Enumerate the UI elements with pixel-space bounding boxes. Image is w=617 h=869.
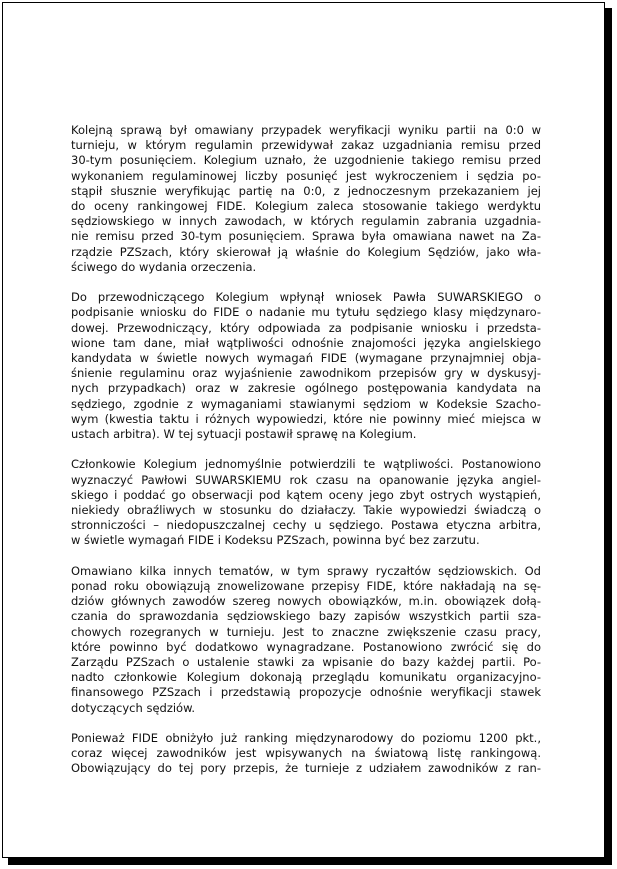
text-line: turnieju, w którym regulamin przewidywał zakaz uzgadniania remisu przed bbox=[71, 138, 541, 153]
text-line: wykonaniem regulaminowej liczby posunięć jest wykroczeniem i sędzia po- bbox=[71, 168, 541, 183]
text-line: podpisanie wniosku do FIDE o nadanie mu tytułu sędziego klasy międzynaro- bbox=[71, 305, 541, 320]
text-line: Omawiano kilka innych tematów, w tym sprawy ryczałtów sędziowskich. Od bbox=[71, 563, 541, 578]
text-line: nadto członkowie Kolegium dokonają przeglądu komunikatu organizacyjno- bbox=[71, 670, 541, 685]
text-line: finansowego PZSzach i przedstawią propozycje odnośnie weryfikacji stawek bbox=[71, 685, 541, 700]
text-line: Zarządu PZSzach o ustalenie stawki za wpisanie do bazy każdej partii. Po- bbox=[71, 655, 541, 670]
text-line: Kolejną sprawą był omawiany przypadek weryfikacji wyniku partii na 0:0 w bbox=[71, 123, 541, 137]
paragraph bbox=[71, 457, 541, 548]
text-line: Obowiązujący do tej pory przepis, że turnieje z udziałem zawodników z ran- bbox=[71, 761, 541, 776]
page-shadow-right bbox=[605, 8, 612, 865]
text-line: dotyczących sędziów. bbox=[71, 700, 196, 715]
text-line: nych przypadkach) oraz w zakresie ogólnego postępowania kandydata na bbox=[71, 381, 541, 396]
text-line: rządzie PZSzach, który skierował ją właśnie do Kolegium Sędziów, jako wła- bbox=[71, 244, 541, 259]
paragraph bbox=[71, 290, 541, 442]
text-line: kandydata w świetle nowych wymagań FIDE (wymagane przynajmniej obja- bbox=[71, 351, 541, 366]
paragraph bbox=[71, 731, 541, 777]
text-line: Członkowie Kolegium jednomyślnie potwierdzili te wątpliwości. Postanowiono bbox=[71, 457, 541, 472]
text-line: chowych rozegranych w turnieju. Jest to znaczne zwiększenie czasu pracy, bbox=[71, 624, 541, 639]
text-line: Ponieważ FIDE obniżyło już ranking międzynarodowy do poziomu 1200 pkt., bbox=[71, 731, 541, 746]
text-line: skiego i poddać go obserwacji pod kątem oceny jego zbyt ostrych wystąpień, bbox=[71, 487, 541, 502]
paragraph bbox=[71, 123, 541, 275]
page-shadow-bottom bbox=[8, 858, 612, 865]
text-line: które powinno być dodatkowo wynagradzane. Postanowiono zwrócić się do bbox=[71, 639, 541, 654]
text-line: 30-tym posunięciem. Kolegium uznało, że uzgodnienie takiego remisu przed bbox=[71, 153, 541, 168]
text-line: coraz więcej zawodników jest wpisywanych na światową listę rankingową. bbox=[71, 746, 541, 761]
text-line: sędziego, zgodnie z wymaganiami stawianymi sędziom w Kodeksie Szacho- bbox=[71, 396, 541, 411]
text-line: ponad roku obowiązują znowelizowane przepisy FIDE, które nakładają na sę- bbox=[71, 579, 541, 594]
text-line: wym (kwestia taktu i różnych wypowiedzi, które nie powinny mieć miejsca w bbox=[71, 411, 541, 426]
text-line: stronniczości – niedopuszczalnej cechy u sędziego. Postawa etyczna arbitra, bbox=[71, 518, 541, 533]
text-line: dowej. Przewodniczący, który odpowiada za podpisanie wniosku i przedsta- bbox=[71, 320, 541, 335]
text-line: ustach arbitra). W tej sytuacji postawił sprawę na Kolegium. bbox=[71, 427, 417, 442]
text-line: dziów głównych zawodów szereg nowych obowiązków, m.in. obowiązek dołą- bbox=[71, 594, 541, 609]
text-line: Do przewodniczącego Kolegium wpłynął wniosek Pawła SUWARSKIEGO o bbox=[71, 290, 541, 305]
text-line: w świetle wymagań FIDE i Kodeksu PZSzach, powinna być bez zarzutu. bbox=[71, 533, 480, 548]
text-line: ściwego do wydania orzeczenia. bbox=[71, 259, 257, 274]
text-line: niekiedy obraźliwych w stosunku do działaczy. Takie wypowiedzi świadczą o bbox=[71, 503, 541, 518]
paragraph bbox=[71, 564, 541, 716]
text-line: sędziowskiego w innych zawodach, w których regulamin zabrania uzgadnia- bbox=[71, 214, 541, 229]
text-line: śnienie regulaminu oraz wyjaśnienie zawodnikom przepisów gry w dyskusyj- bbox=[71, 366, 541, 381]
text-line: wione tam dane, miał wątpliwości odnośnie znajomości języka angielskiego bbox=[71, 335, 541, 350]
text-line: czania do sprawozdania sędziowskiego bazy zapisów wszystkich partii sza- bbox=[71, 609, 541, 624]
document-body bbox=[71, 123, 541, 792]
text-line: do oceny rankingowej FIDE. Kolegium zaleca stosowanie takiego werdyktu bbox=[71, 199, 541, 214]
text-line: stąpił słusznie weryfikując partię na 0:0, z jednoczesnym przekazaniem jej bbox=[71, 183, 541, 198]
text-line: nie remisu przed 30-tym posunięciem. Sprawa była omawiana nawet na Za- bbox=[71, 229, 541, 244]
text-line: wyznaczyć Pawłowi SUWARSKIEMU rok czasu na opanowanie języka angiel- bbox=[71, 472, 541, 487]
